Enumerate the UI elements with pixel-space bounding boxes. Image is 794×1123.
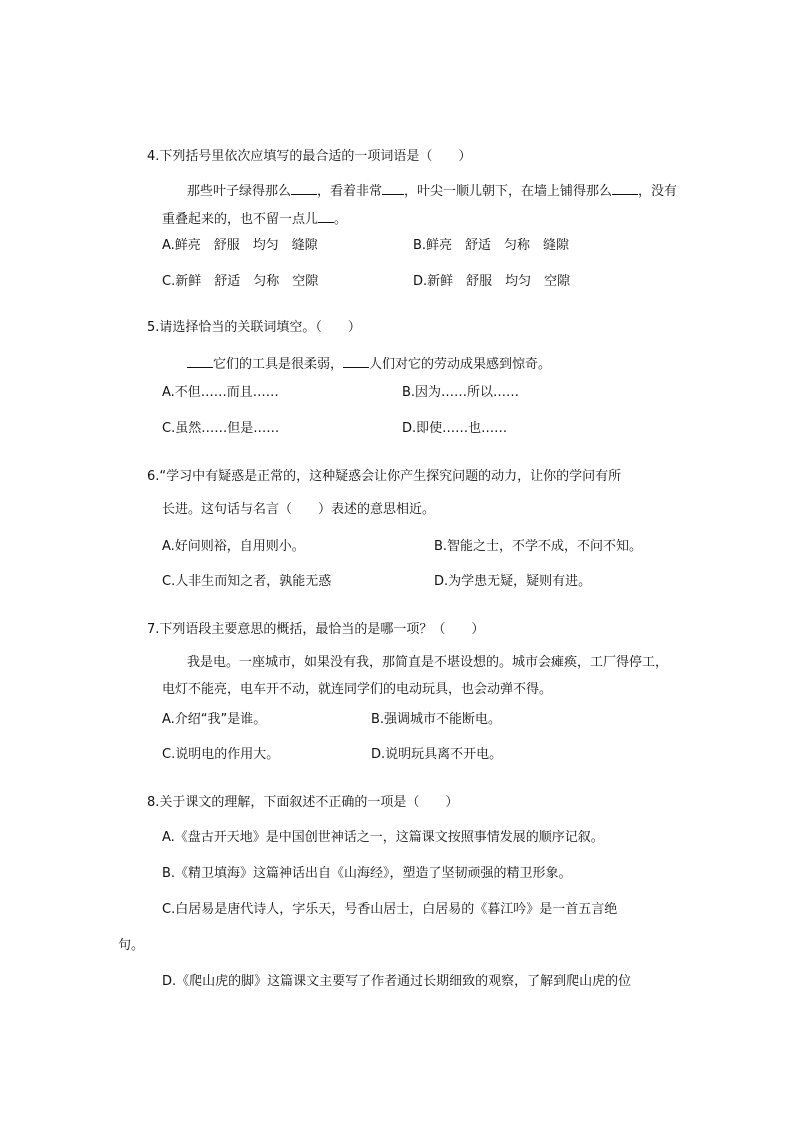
question-4-option-d[interactable]: D.新鲜 舒服 均匀 空隙 bbox=[413, 274, 571, 289]
question-5-option-c[interactable]: C.虽然……但是…… bbox=[162, 421, 280, 436]
question-7-option-d[interactable]: D.说明玩具离不开电。 bbox=[371, 747, 503, 762]
question-5-sentence bbox=[187, 353, 551, 374]
question-7-stem: 7.下列语段主要意思的概括，最恰当的是哪一项？（ ） bbox=[147, 622, 485, 637]
question-6-option-c[interactable]: C.人非生而知之者，孰能无惑 bbox=[162, 574, 332, 589]
passage-text: ，看着非常 bbox=[317, 184, 383, 199]
question-6-stem-line-2: 长进。这句话与名言（ ）表述的意思相近。 bbox=[162, 502, 436, 517]
question-7-option-c[interactable]: C.说明电的作用大。 bbox=[162, 747, 280, 762]
question-7-passage-line-1: 我是电。一座城市，如果没有我，那简直是不堪设想的。城市会瘫痪，工厂得停工， bbox=[187, 655, 669, 670]
fill-blank[interactable] bbox=[612, 180, 638, 195]
question-4-passage-line-2 bbox=[162, 208, 347, 229]
question-5-option-d[interactable]: D.即使……也…… bbox=[402, 421, 508, 436]
question-7-option-b[interactable]: B.强调城市不能断电。 bbox=[371, 712, 502, 727]
question-4-option-b[interactable]: B.鲜亮 舒适 匀称 缝隙 bbox=[413, 238, 570, 253]
question-4-stem: 4.下列括号里依次应填写的最合适的一项词语是（ ） bbox=[147, 149, 472, 164]
question-8-option-d[interactable]: D.《爬山虎的脚》这篇课文主要写了作者通过长期细致的观察，了解到爬山虎的位 bbox=[162, 974, 632, 989]
question-7-passage-line-2: 电灯不能亮，电车开不动，就连同学们的电动玩具，也会动弹不得。 bbox=[162, 682, 553, 697]
question-6-option-d[interactable]: D.为学患无疑，疑则有进。 bbox=[434, 574, 592, 589]
sentence-text: 它们的工具是很柔弱， bbox=[213, 357, 344, 372]
question-8-stem: 8.关于课文的理解，下面叙述不正确的一项是（ ） bbox=[147, 795, 459, 810]
fill-blank[interactable] bbox=[382, 180, 404, 195]
fill-blank[interactable] bbox=[343, 353, 369, 368]
fill-blank[interactable] bbox=[318, 208, 334, 223]
question-4-option-c[interactable]: C.新鲜 舒适 匀称 空隙 bbox=[162, 274, 319, 289]
question-4-passage-line-1 bbox=[187, 180, 677, 201]
passage-text: ，叶尖一顺儿朝下，在墙上铺得那么 bbox=[404, 184, 613, 199]
question-8-option-b[interactable]: B.《精卫填海》这篇神话出自《山海经》，塑造了坚韧顽强的精卫形象。 bbox=[162, 866, 572, 881]
fill-blank[interactable] bbox=[291, 180, 317, 195]
question-5-option-a[interactable]: A.不但……而且…… bbox=[162, 385, 279, 400]
passage-text: 。 bbox=[334, 212, 348, 227]
sentence-text: 人们对它的劳动成果感到惊奇。 bbox=[369, 357, 552, 372]
fill-blank[interactable] bbox=[187, 353, 213, 368]
question-6-option-b[interactable]: B.智能之士，不学不成，不问不知。 bbox=[434, 539, 643, 554]
passage-text: ，没有 bbox=[638, 184, 678, 199]
question-8-option-c[interactable]: C.白居易是唐代诗人，字乐天，号香山居士，白居易的《暮江吟》是一首五言绝 bbox=[162, 902, 618, 917]
question-5-stem: 5.请选择恰当的关联词填空。（ ） bbox=[147, 320, 361, 335]
question-8-option-a[interactable]: A.《盘古开天地》是中国创世神话之一，这篇课文按照事情发展的顺序记叙。 bbox=[162, 830, 604, 845]
question-7-option-a[interactable]: A.介绍“我”是谁。 bbox=[162, 712, 267, 727]
passage-text: 那些叶子绿得那么 bbox=[187, 184, 292, 199]
question-6-option-a[interactable]: A.好问则裕，自用则小。 bbox=[162, 539, 305, 554]
question-5-option-b[interactable]: B.因为……所以…… bbox=[402, 385, 520, 400]
question-4-option-a[interactable]: A.鲜亮 舒服 均匀 缝隙 bbox=[162, 238, 318, 253]
passage-text: 重叠起来的，也不留一点儿 bbox=[162, 212, 319, 227]
question-8-option-c-continued: 句。 bbox=[118, 938, 145, 953]
question-6-stem-line-1: 6.“学习中有疑惑是正常的，这种疑惑会让你产生探究问题的动力，让你的学问有所 bbox=[147, 469, 622, 484]
